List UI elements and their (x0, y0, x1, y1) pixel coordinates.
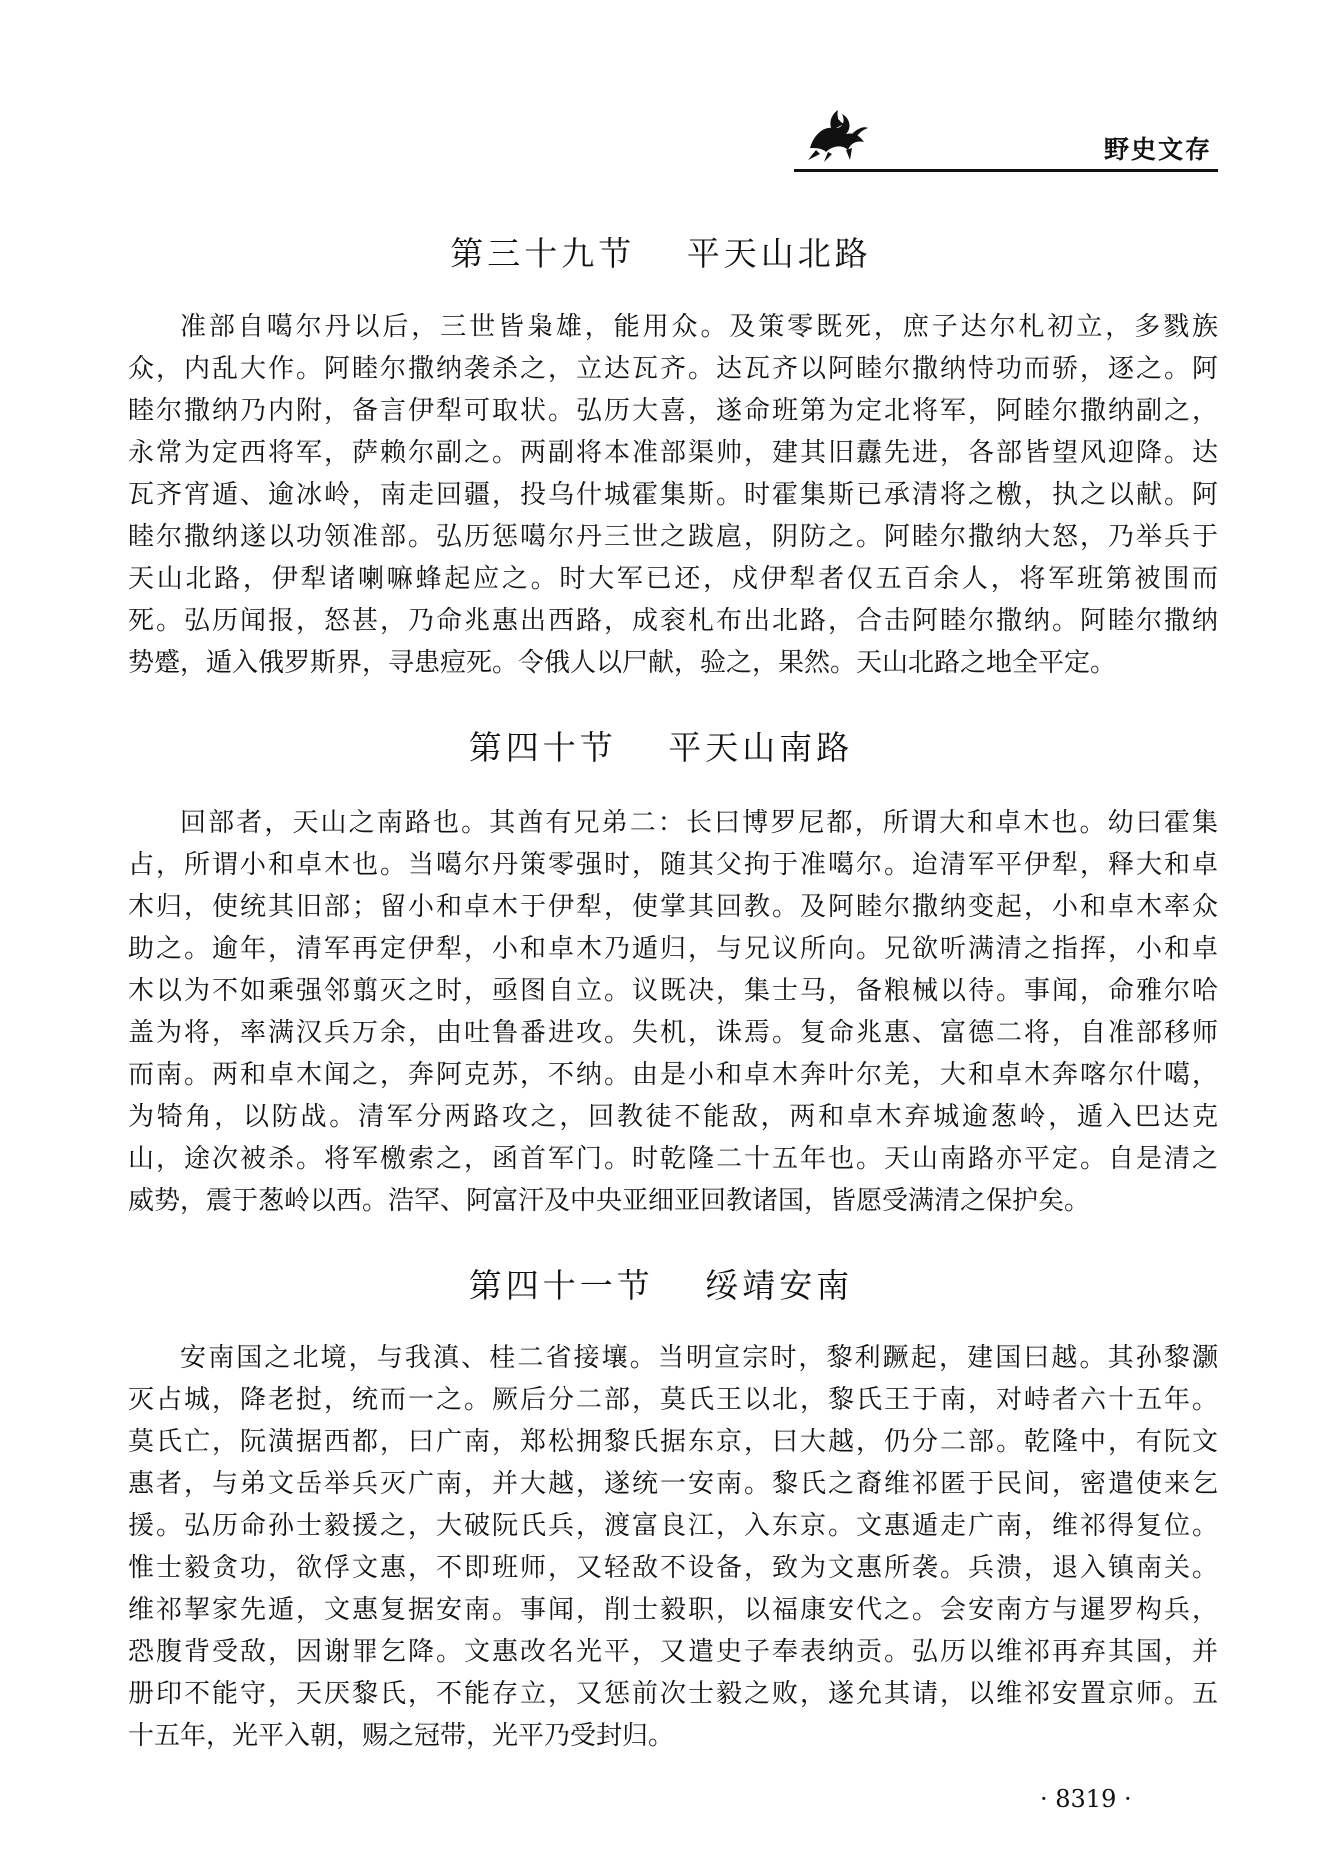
text-line: 十五年，光平入朝，赐之冠带，光平乃受封归。 (128, 1721, 675, 1751)
text-line: 惟士毅贪功，欲俘文惠，不即班师，又轻敌不设备，致为文惠所袭。兵溃，退入镇南关。 (128, 1553, 1218, 1583)
text-line: 死。弘历闻报，怒甚，乃命兆惠出西路，成衮札布出北路，合击阿睦尔撒纳。阿睦尔撒纳 (128, 606, 1218, 636)
text-line: 准部自噶尔丹以后，三世皆枭雄，能用众。及策零既死，庶子达尔札初立，多戮族 (180, 312, 1218, 342)
text-line: 木归，使统其旧部；留小和卓木于伊犁，使掌其回教。及阿睦尔撒纳变起，小和卓木率众 (128, 892, 1218, 922)
text-line: 盖为将，率满汉兵万余，由吐鲁番进攻。失机，诛焉。复命兆惠、富德二将，自准部移师 (128, 1018, 1218, 1048)
text-line: 助之。逾年，清军再定伊犁，小和卓木乃遁归，与兄议所向。兄欲听满清之指挥，小和卓 (128, 934, 1218, 964)
header-rule (794, 169, 1218, 172)
text-line: 天山北路，伊犁诸喇嘛蜂起应之。时大军已还，戍伊犁者仅五百余人，将军班第被围而 (128, 564, 1218, 594)
text-line: 睦尔撒纳遂以功领准部。弘历惩噶尔丹三世之跋扈，阴防之。阿睦尔撒纳大怒，乃举兵于 (128, 522, 1218, 552)
text-line: 威势，震于葱岭以西。浩罕、阿富汗及中央亚细亚回教诸国，皆愿受满清之保护矣。 (128, 1186, 1091, 1216)
dragon-icon (802, 104, 872, 164)
text-line: 维祁挈家先遁，文惠复据安南。事闻，削士毅职，以福康安代之。会安南方与暹罗构兵， (128, 1595, 1218, 1625)
section-paragraph (128, 802, 1218, 1222)
text-line: 安南国之北境，与我滇、桂二省接壤。当明宣宗时，黎利蹶起，建国曰越。其孙黎灏 (180, 1343, 1218, 1373)
text-line: 众，内乱大作。阿睦尔撒纳袭杀之，立达瓦齐。达瓦齐以阿睦尔撒纳恃功而骄，逐之。阿 (128, 354, 1218, 384)
page-number: · 8319 · (1040, 1785, 1132, 1813)
text-line: 瓦齐宵遁、逾冰岭，南走回疆，投乌什城霍集斯。时霍集斯已承清将之檄，执之以献。阿 (128, 480, 1218, 510)
text-line: 惠者，与弟文岳举兵灭广南，并大越，遂统一安南。黎氏之裔维祁匿于民间，密遣使来乞 (128, 1469, 1218, 1499)
text-line: 莫氏亡，阮潢据西都，曰广南，郑松拥黎氏据东京，曰大越，仍分二部。乾隆中，有阮文 (128, 1427, 1218, 1457)
text-line: 永常为定西将军，萨赖尔副之。两副将本准部渠帅，建其旧纛先进，各部皆望风迎降。达 (128, 438, 1218, 468)
running-header (794, 100, 1218, 172)
text-line: 睦尔撒纳乃内附，备言伊犁可取状。弘历大喜，遂命班第为定北将军，阿睦尔撒纳副之， (128, 396, 1218, 426)
section-heading: 第三十九节 平天山北路 (450, 234, 872, 273)
text-line: 为犄角，以防战。清军分两路攻之，回教徒不能敌，两和卓木弃城逾葱岭，遁入巴达克 (128, 1102, 1218, 1132)
text-line: 势蹙，遁入俄罗斯界，寻患痘死。令俄人以尸献，验之，果然。天山北路之地全平定。 (128, 648, 1117, 678)
header-title: 野史文存 (1103, 135, 1212, 164)
text-line: 灭占城，降老挝，统而一之。厥后分二部，莫氏王以北，黎氏王于南，对峙者六十五年。 (128, 1385, 1218, 1415)
text-line: 占，所谓小和卓木也。当噶尔丹策零强时，随其父拘于准噶尔。迨清军平伊犁，释大和卓 (128, 850, 1218, 880)
section-paragraph (128, 1337, 1218, 1757)
section-heading: 第四十一节 绥靖安南 (468, 1266, 854, 1305)
section-heading: 第四十节 平天山南路 (468, 728, 854, 767)
text-line: 册印不能守，天厌黎氏，不能存立，又惩前次士毅之败，遂允其请，以维祁安置京师。五 (128, 1679, 1218, 1709)
text-line: 回部者，天山之南路也。其酋有兄弟二：长曰博罗尼都，所谓大和卓木也。幼曰霍集 (180, 808, 1218, 838)
section-paragraph (128, 306, 1218, 684)
text-line: 恐腹背受敌，因谢罪乞降。文惠改名光平，又遣史子奉表纳贡。弘历以维祁再弃其国，并 (128, 1637, 1218, 1667)
text-line: 而南。两和卓木闻之，奔阿克苏，不纳。由是小和卓木奔叶尔羌，大和卓木奔喀尔什噶， (128, 1060, 1218, 1090)
text-line: 木以为不如乘强邻翦灭之时，亟图自立。议既决，集士马，备粮械以待。事闻，命雅尔哈 (128, 976, 1218, 1006)
text-line: 山，途次被杀。将军檄索之，函首军门。时乾隆二十五年也。天山南路亦平定。自是清之 (128, 1144, 1218, 1174)
text-line: 援。弘历命孙士毅援之，大破阮氏兵，渡富良江，入东京。文惠遁走广南，维祁得复位。 (128, 1511, 1218, 1541)
